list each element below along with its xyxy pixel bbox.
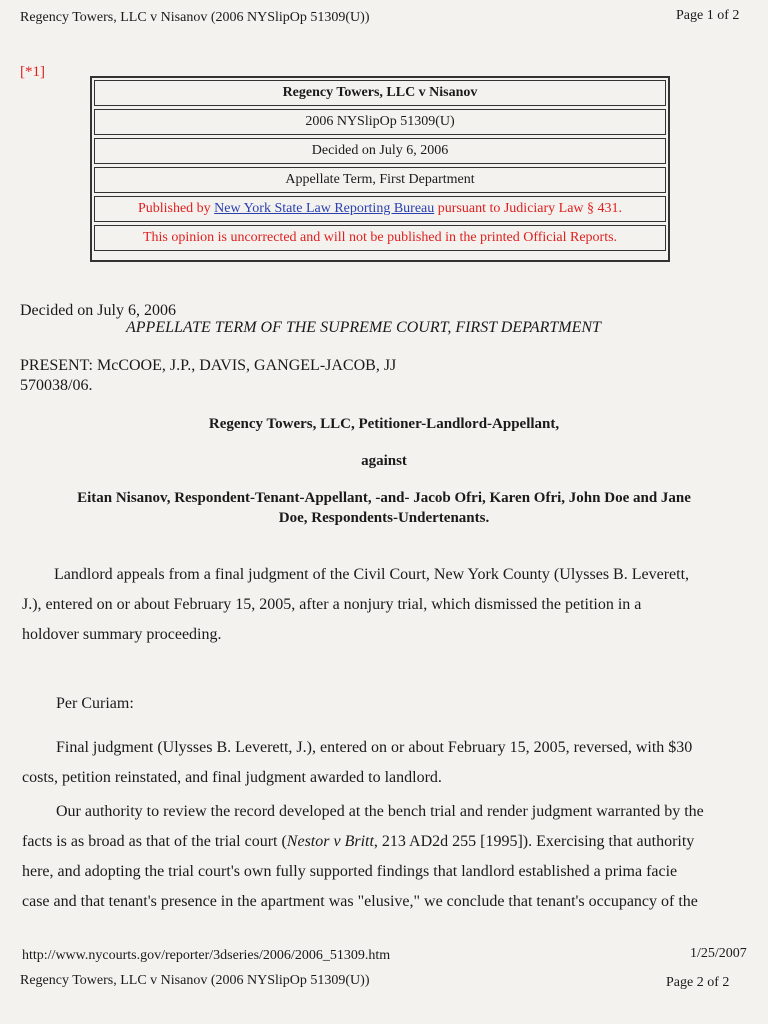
respondents-line-2: Doe, Respondents-Undertenants. <box>278 510 490 526</box>
judgment-paragraph <box>22 733 750 793</box>
appeal-line-3: holdover summary proceeding. <box>22 626 222 643</box>
court-cell: Appellate Term, First Department <box>94 167 666 193</box>
judgment-line-1: Final judgment (Ulysses B. Leverett, J.), entered on or about February 15, 2005, reversed, with $30 <box>56 739 693 756</box>
published-prefix: Published by <box>137 201 211 216</box>
page2-page-number: Page 2 of 2 <box>666 975 730 990</box>
page2-header-case-title: Regency Towers, LLC v Nisanov (2006 NYSlipOp 51309(U)) <box>20 973 370 988</box>
citation-cell: 2006 NYSlipOp 51309(U) <box>94 109 666 135</box>
respondents-line-1: Eitan Nisanov, Respondent-Tenant-Appellant, -and- Jacob Ofri, Karen Ofri, John Doe and Jane <box>77 490 691 506</box>
authority-line-2-pre: facts is as broad as that of the trial court ( <box>22 833 287 850</box>
judgment-line-2: costs, petition reinstated, and final judgment awarded to landlord. <box>22 769 442 786</box>
authority-paragraph <box>22 797 750 917</box>
case-name-cell: Regency Towers, LLC v Nisanov <box>94 80 666 106</box>
case-citation-name: Nestor v Britt <box>286 833 374 850</box>
footer-url: http://www.nycourts.gov/reporter/3dseries/2006/2006_51309.htm <box>22 948 391 963</box>
published-suffix: pursuant to Judiciary Law § 431. <box>437 201 623 216</box>
per-curiam: Per Curiam: <box>56 695 134 712</box>
published-cell <box>94 196 666 222</box>
authority-line-1: Our authority to review the record developed at the bench trial and render judgment warranted by the <box>56 803 704 820</box>
against-line: against <box>361 453 407 469</box>
petitioner-line: Regency Towers, LLC, Petitioner-Landlord-Appellant, <box>208 416 560 432</box>
appeal-line-1: Landlord appeals from a final judgment of the Civil Court, New York County (Ulysses B. Leverett, <box>54 566 690 583</box>
authority-line-2 <box>22 827 750 857</box>
case-info-table <box>90 76 670 262</box>
authority-line-4: case and that tenant's presence in the apartment was "elusive," we conclude that tenant's occupancy of the <box>22 893 698 910</box>
present-line: PRESENT: McCOOE, J.P., DAVIS, GANGEL-JACOB, JJ <box>20 357 397 374</box>
appeal-line-2: J.), entered on or about February 15, 2005, after a nonjury trial, which dismissed the petition in a <box>22 596 642 613</box>
docket-number: 570038/06. <box>20 377 93 394</box>
law-reporting-bureau-link[interactable]: New York State Law Reporting Bureau <box>214 201 435 216</box>
uncorrected-notice-cell: This opinion is uncorrected and will not be published in the printed Official Reports. <box>94 225 666 251</box>
authority-line-3: here, and adopting the trial court's own fully supported findings that landlord established a prima facie <box>22 863 678 880</box>
authority-line-2-post: , 213 AD2d 255 [1995]). Exercising that authority <box>373 833 695 850</box>
header-case-title: Regency Towers, LLC v Nisanov (2006 NYSlipOp 51309(U)) <box>20 10 370 25</box>
star-page-marker: [*1] <box>20 64 45 80</box>
footer-date: 1/25/2007 <box>690 946 747 961</box>
decided-line: Decided on July 6, 2006 <box>20 302 176 319</box>
page-number: Page 1 of 2 <box>676 8 740 23</box>
decided-cell: Decided on July 6, 2006 <box>94 138 666 164</box>
court-line: APPELLATE TERM OF THE SUPREME COURT, FIRST DEPARTMENT <box>126 319 601 336</box>
appeal-paragraph <box>22 560 750 650</box>
